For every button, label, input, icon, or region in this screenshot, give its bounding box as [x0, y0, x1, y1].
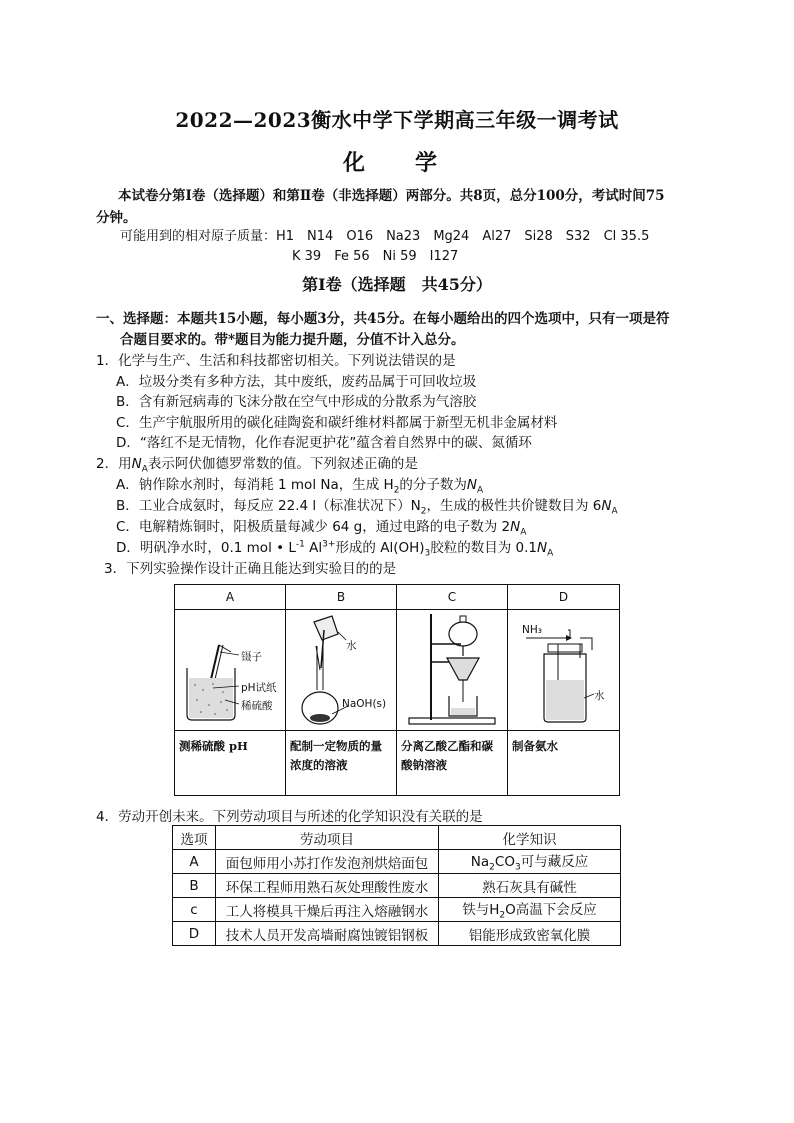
row-knowledge: $Na_2CO_3$可与藏反应 [439, 850, 621, 874]
row-option: B [173, 874, 216, 898]
table-row [173, 850, 621, 874]
header-option: 选项 [173, 826, 216, 850]
row-knowledge: 铁与$H_2O$高温下会反应 [439, 898, 621, 922]
header-labor-item: 劳动项目 [216, 826, 439, 850]
experiment-col-c [397, 585, 508, 795]
atomic-masses-line2: K 39 Fe 56 Ni 59 I127 [292, 249, 459, 264]
question-2-option-a: A．钠作除水剂时，每消耗 1 mol Na，生成 $H_2$的分子数为$N_A$ [116, 477, 484, 496]
experiment-head-a: A [175, 585, 285, 610]
section-instructions-line1: 一、选择题：本题共15小题，每小题3分，共45分。在每小题给出的四个选项中，只有一项是符 [96, 311, 670, 327]
exam-intro-line2: 分钟。 [96, 210, 137, 226]
label-naoh: NaOH(s) [342, 698, 387, 710]
experiment-caption-b: 配制一定物质的量浓度的溶液 [286, 730, 396, 795]
experiment-head-b: B [286, 585, 396, 610]
experiment-caption-a: 测稀硫酸 pH [175, 730, 285, 795]
label-ph-paper: pH试纸 [241, 682, 277, 694]
labor-table-header [173, 826, 621, 850]
question-4-stem: 4．劳动开创未来。下列劳动项目与所述的化学知识没有关联的是 [96, 809, 483, 825]
experiment-caption-d: 制备氨水 [508, 730, 619, 795]
separatory-funnel-apparatus [397, 610, 507, 730]
experiment-col-d [508, 585, 619, 795]
atomic-masses-line1: 可能用到的相对原子质量：H1 N14 O16 Na23 Mg24 Al27 Si28 S32 Cl 35.5 [120, 229, 650, 244]
row-option: A [173, 850, 216, 874]
label-water: 水 [346, 640, 357, 652]
row-task: 工人将模具干燥后再注入熔融钢水 [216, 898, 439, 922]
label-dilute-acid: 稀硫酸 [241, 700, 273, 712]
row-task: 面包师用小苏打作发泡剂烘焙面包 [216, 850, 439, 874]
experiment-caption-c: 分离乙酸乙酯和碳酸钠溶液 [397, 730, 507, 795]
experiment-head-d: D [508, 585, 619, 610]
question-2-option-c: C．电解精炼铜时，阳极质量每减少 64 g，通过电路的电子数为 $2N_A$ [116, 519, 527, 538]
question-1-option-b: B．含有新冠病毒的飞沫分散在空气中形成的分散系为气溶胶 [116, 394, 477, 410]
experiment-col-b [286, 585, 397, 795]
question-1-option-c: C．生产宇航服所用的碳化硅陶瓷和碳纤维材料都属于新型无机非金属材料 [116, 415, 558, 431]
label-nh3: NH₃ [522, 624, 542, 636]
section-instructions-line2: 合题目要求的。带*题目为能力提升题，分值不计入总分。 [120, 332, 465, 348]
labor-table [172, 825, 621, 946]
experiment-col-a [175, 585, 286, 795]
row-knowledge: 熟石灰具有碱性 [439, 874, 621, 898]
table-row [173, 922, 621, 946]
question-3-stem: 3．下列实验操作设计正确且能达到实验目的的是 [104, 561, 397, 577]
question-2-option-d: D．明矾净水时，0.1 mol • $L^{-1}$ $Al^{3+}$形成的 $Al(OH)_3$胶粒的数目为 $0.1N_A$ [116, 539, 554, 559]
label-tweezers: 镊子 [241, 651, 262, 663]
table-row [173, 874, 621, 898]
section-title: 第Ⅰ卷（选择题 共45分） [302, 275, 492, 294]
subject-title: 化 学 [342, 150, 451, 176]
experiment-table [174, 584, 620, 796]
exam-title: 2022—2023衡水中学下学期高三年级一调考试 [175, 108, 619, 132]
question-1-option-d: D．“落红不是无情物，化作春泥更护花”蕴含着自然界中的碳、氮循环 [116, 435, 532, 451]
ph-test-apparatus [175, 610, 285, 730]
row-option: c [173, 898, 216, 922]
header-chem-knowledge: 化学知识 [439, 826, 621, 850]
exam-intro-line1: 本试卷分第Ⅰ卷（选择题）和第Ⅱ卷（非选择题）两部分。共8页，总分100分，考试时间75 [118, 188, 665, 204]
ammonia-bottle-apparatus [508, 610, 619, 730]
question-1-stem: 1．化学与生产、生活和科技都密切相关。下列说法错误的是 [96, 353, 456, 369]
table-row [173, 898, 621, 922]
row-option: D [173, 922, 216, 946]
row-knowledge: 铝能形成致密氧化膜 [439, 922, 621, 946]
question-2-option-b: B．工业合成氨时，每反应 22.4 l（标准状况下）$N_2$，生成的极性共价键数目为 $6N_A$ [116, 498, 618, 517]
row-task: 技术人员开发高墙耐腐蚀镀铝钢板 [216, 922, 439, 946]
label-water-d: 水 [594, 690, 605, 702]
volumetric-flask-apparatus [286, 610, 396, 730]
question-1-option-a: A．垃圾分类有多种方法，其中废纸，废药品属于可回收垃圾 [116, 374, 477, 390]
question-2-stem: 2．用$N_A$表示阿伏伽德罗常数的值。下列叙述正确的是 [96, 456, 418, 475]
row-task: 环保工程师用熟石灰处理酸性废水 [216, 874, 439, 898]
experiment-head-c: C [397, 585, 507, 610]
